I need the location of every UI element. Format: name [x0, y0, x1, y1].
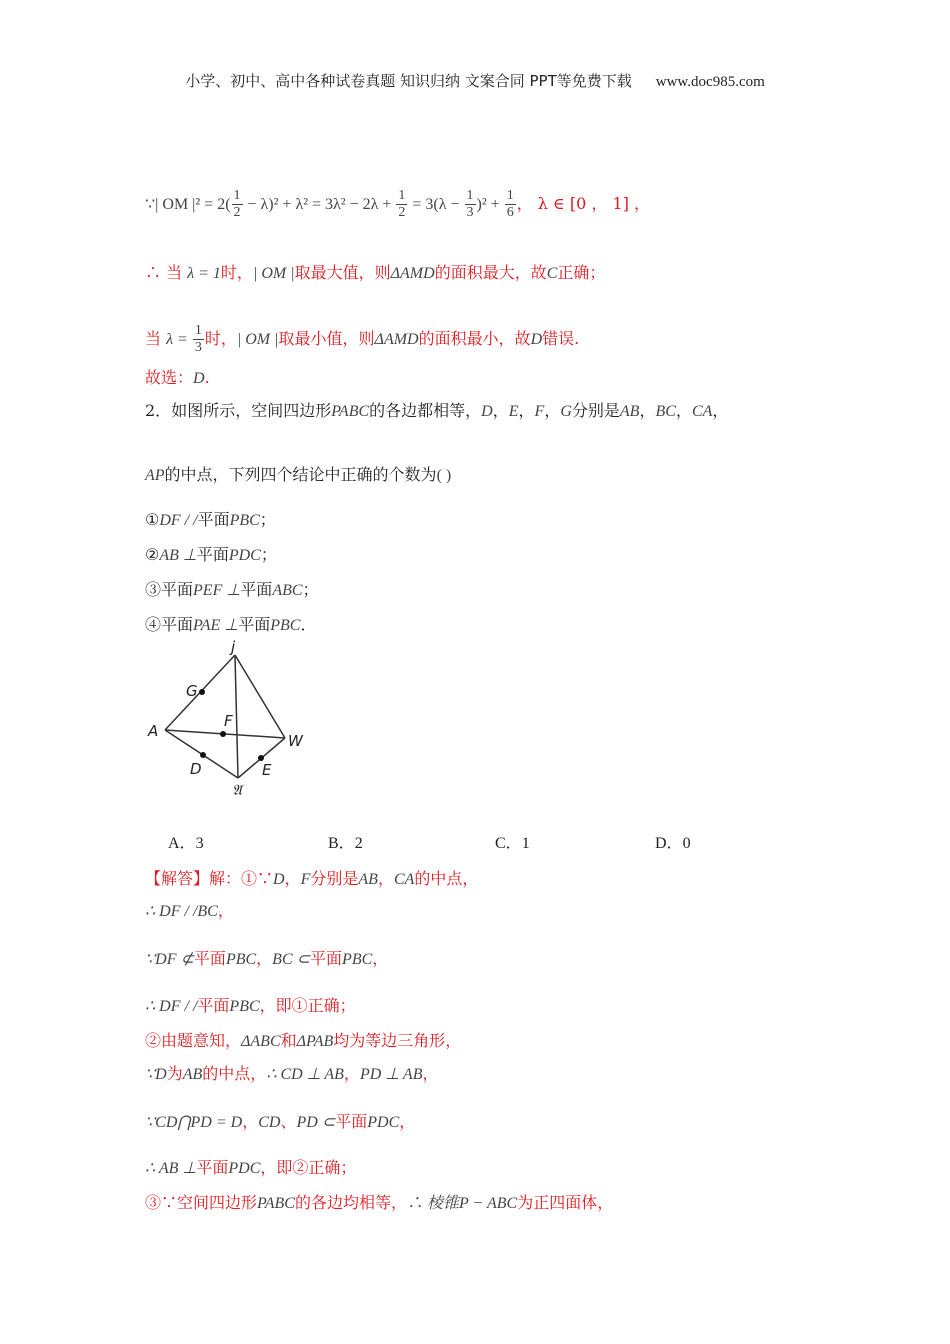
solution-line-8: ∴ AB ⊥平面PDC，即②正确；: [145, 1158, 357, 1177]
statement-2: ②AB ⊥平面PDC；: [145, 545, 277, 564]
answer-line: 故选：D.: [145, 368, 210, 387]
option-a[interactable]: A．3: [168, 835, 204, 852]
page-header: [0, 70, 950, 91]
solution-line-7: ∵CD⋂PD = D，CD、PD ⊂平面PDC，: [145, 1112, 416, 1131]
header-url: www.doc985.com: [655, 74, 765, 90]
point-d: [200, 752, 206, 758]
header-text: 小学、初中、高中各种试卷真题 知识归纳 文案合同 PPT等免费下载: [185, 72, 632, 90]
label-top: j: [231, 640, 236, 656]
point-g: [199, 689, 205, 695]
solution-line-3: ∵DF ⊄平面PBC，BC ⊂平面PBC，: [145, 949, 389, 968]
max-case-line: ∴ 当 λ = 1时，| OM |取最大值，则ΔAMD的面积最大，故C正确；: [145, 263, 606, 282]
label-a: A: [148, 722, 159, 740]
statement-1: ①DF / /平面PBC；: [145, 510, 276, 529]
label-d: D: [190, 760, 202, 778]
tetrahedron-figure: [140, 640, 320, 800]
option-c[interactable]: C．1: [495, 835, 530, 852]
solution-line-2: ∴ DF / /BC，: [145, 901, 234, 920]
option-b[interactable]: B．2: [328, 835, 363, 852]
label-g: G: [186, 682, 198, 700]
solution-line-4: ∴ DF / /平面PBC，即①正确；: [145, 996, 356, 1015]
min-case-line: 当 λ = $\frac{1}{3}$ 时，| OM |取最小值，则ΔAMD的面积最小，故D错误.: [145, 323, 580, 355]
point-f: [220, 731, 226, 737]
solution-line-6: ∵D为AB的中点，∴ CD ⊥ AB，PD ⊥ AB，: [145, 1064, 439, 1083]
solution-line-9: ③∵空间四边形PABC的各边均相等，∴ 棱锥P − ABC为正四面体，: [145, 1193, 614, 1212]
solution-line-5: ②由题意知，ΔABC和ΔPAB均为等边三角形，: [145, 1031, 462, 1050]
formula-om-squared: ∵| OM |² = 2( $\frac{1}{2}$ − λ)² + λ² = 3λ² − 2λ + $\frac{1}{2}$ = 3(λ − $\frac{1}{3}$ )² + $\frac{1}{6}$ ， λ ∈ [0 ， 1] ，: [145, 188, 651, 220]
statement-3: ③平面PEF ⊥平面ABC；: [145, 580, 319, 599]
label-e: E: [262, 761, 272, 779]
solution-line-1: 【解答】解：①∵D，F分别是AB，CA的中点，: [145, 869, 479, 888]
question-stem-line1: 2．如图所示，空间四边形PABC的各边都相等，D，E，F，G分别是AB，BC，CA，: [145, 401, 729, 420]
label-f: F: [224, 712, 233, 730]
statement-4: ④平面PAE ⊥平面PBC．: [145, 615, 317, 634]
label-w: W: [288, 732, 303, 750]
label-bottom: 𝔄: [232, 781, 242, 799]
option-d[interactable]: D．0: [655, 835, 691, 852]
edge-pw: [235, 655, 285, 738]
question-stem-line2: AP的中点，下列四个结论中正确的个数为( ): [145, 465, 452, 484]
edge-pb: [235, 655, 238, 778]
